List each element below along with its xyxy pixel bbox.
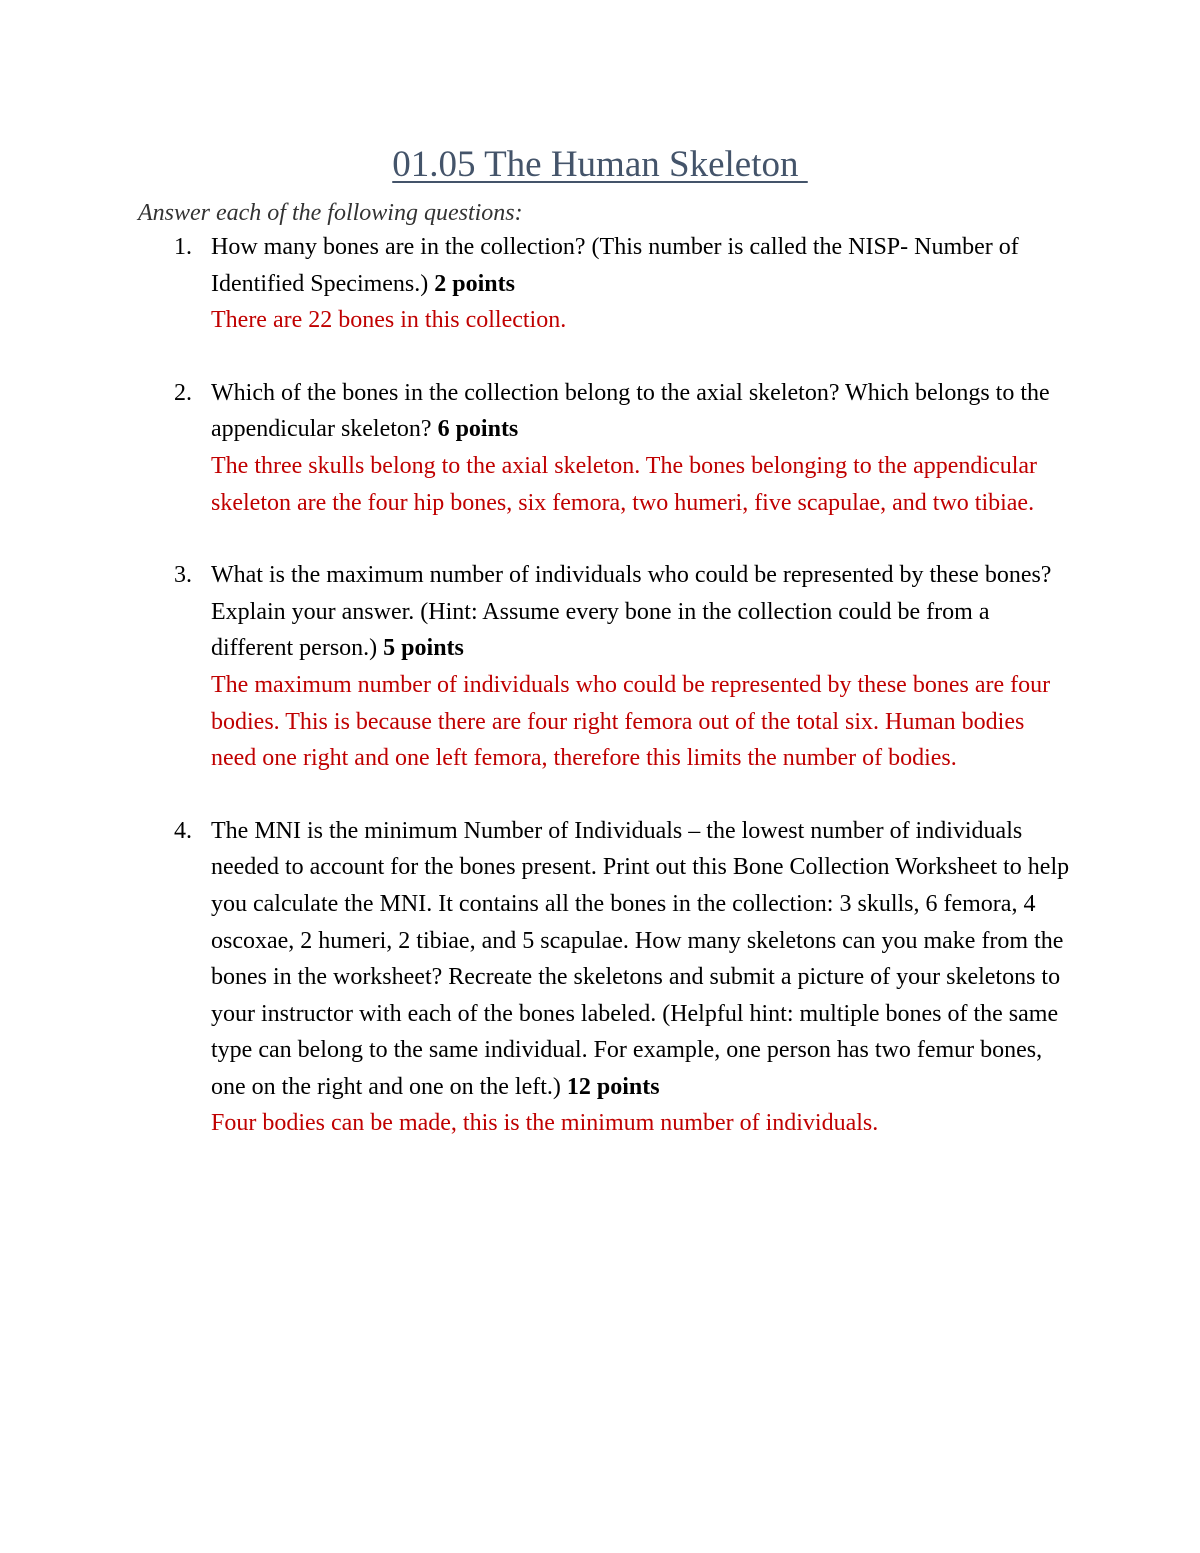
question-text: [211, 557, 1071, 667]
question-answer: The three skulls belong to the axial skeleton. The bones belonging to the appendicular skeleton are the four hip bones, six femora, two humeri, five scapulae, and two tibiae.: [211, 452, 1038, 516]
question-number: 4.: [174, 817, 192, 844]
question-answer: The maximum number of individuals who could be represented by these bones are four bodies. This is because there are four right femora out of the total six. Human bodies need one right and one left femora, therefore this limits the number of bodies.: [211, 671, 1051, 772]
question-number: 3.: [174, 562, 192, 589]
question-prompt: The MNI is the minimum Number of Individuals – the lowest number of individuals needed to account for the bones present. Print out this Bone Collection Worksheet to help you calculate the MNI. It contains all the bones in the collection: 3 skulls, 6 femora, 4 oscoxae, 2 humeri, 2 tibiae, and 5 scapulae. How many skeletons can you make from the bones in the worksheet? Recreate the skeletons and submit a picture of your skeletons to your instructor with each of the bones labeled. (Helpful hint: multiple bones of the same type can belong to the same individual. For example, one person has two femur bones, one on the right and one on the left.): [211, 817, 1070, 1100]
question-answer: Four bodies can be made, this is the minimum number of individuals.: [211, 1110, 879, 1137]
question-text: [211, 813, 1071, 1106]
question-number: 1.: [174, 234, 192, 260]
question-item-1: [0, 229, 1071, 339]
question-number: 2.: [174, 379, 192, 406]
question-points: 6 points: [437, 416, 519, 443]
question-item-2: [0, 375, 1071, 521]
question-item-3: [0, 557, 1071, 777]
question-answer: There are 22 bones in this collection.: [211, 307, 567, 334]
page-title: 01.05 The Human Skeleton: [392, 144, 808, 185]
question-prompt: Which of the bones in the collection belong to the axial skeleton? Which belongs to the appendicular skeleton?: [211, 379, 1050, 443]
question-item-4: [0, 813, 1071, 1142]
question-points: 5 points: [383, 635, 464, 662]
instructions: Answer each of the following questions:: [138, 200, 523, 226]
question-list: [0, 229, 1200, 1142]
question-prompt: What is the maximum number of individuals who could be represented by these bones? Explain your answer. (Hint: Assume every bone in the collection could be from a different person.): [211, 562, 1052, 662]
question-text: [211, 229, 1071, 302]
question-prompt: How many bones are in the collection? (This number is called the NISP- Number of Identified Specimens.): [211, 234, 1019, 297]
question-points: 12 points: [566, 1073, 660, 1100]
question-text: [211, 375, 1071, 448]
question-points: 2 points: [434, 270, 515, 297]
